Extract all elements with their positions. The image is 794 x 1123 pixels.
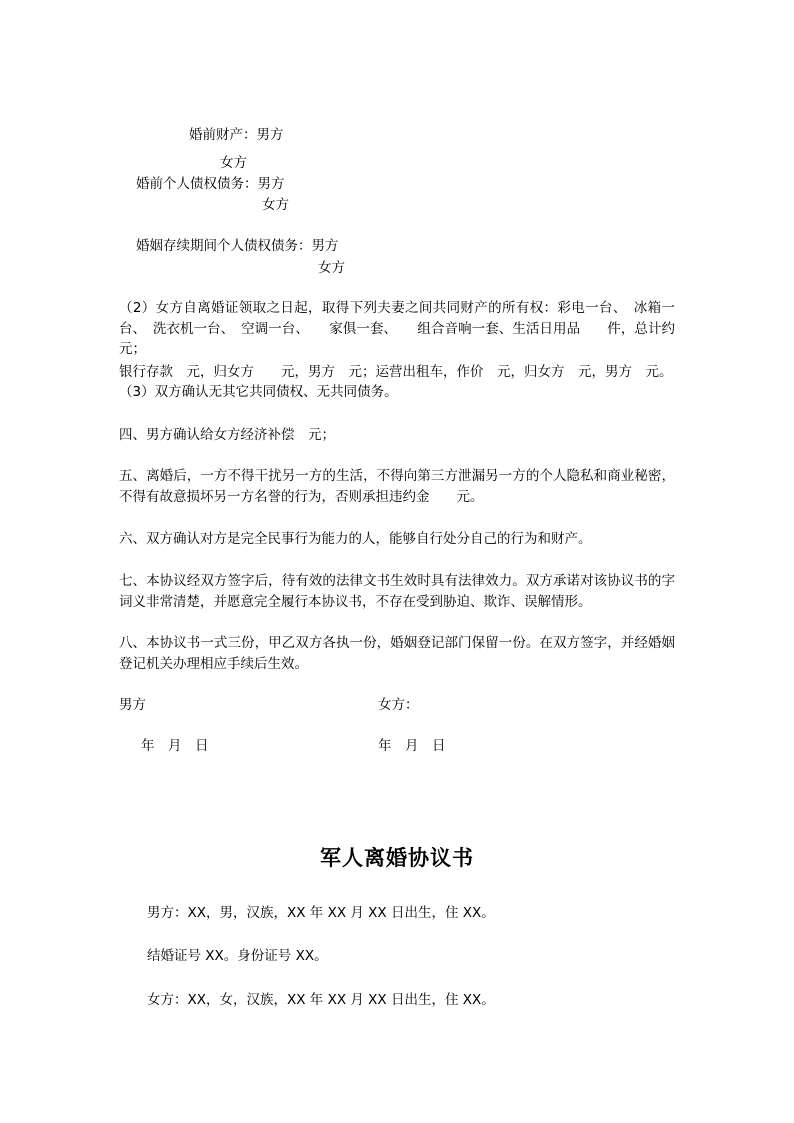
male-party-info: 男方：XX，男，汉族，XX 年 XX 月 XX 日出生，住 XX。 <box>147 905 495 921</box>
clause-four-compensation: 四、男方确认给女方经济补偿 元； <box>119 427 335 443</box>
premarital-debt-label: 婚前个人债权债务：男方 <box>136 176 285 192</box>
premarital-property-female: 女方 <box>220 155 247 171</box>
marriage-debt-label: 婚姻存续期间个人债权债务：男方 <box>136 238 339 254</box>
document-title: 军人离婚协议书 <box>320 845 474 870</box>
clause-seven-effect: 七、本协议经双方签字后，待有效的法律文书生效时具有法律效力。双方承诺对该协议书的字词义非常清楚，并愿意完全履行本协议书，不存在受到胁迫、欺诈、误解情形。 <box>119 573 675 610</box>
clause-2-shared-property: （2）女方自离婚证领取之日起，取得下列夫妻之间共同财产的所有权：彩电一台、 冰箱一台、 洗衣机一台、 空调一台、 家俱一套、 组合音响一套、生活日用品 件，总计约 元； <box>119 300 702 357</box>
female-signature-date: 年 月 日 <box>378 738 446 754</box>
male-signature-date: 年 月 日 <box>141 738 209 754</box>
clause-3-no-debts: （3）双方确认无其它共同债权、无共同债务。 <box>119 384 398 400</box>
clause-eight-copies: 八、本协议书一式三份，甲乙双方各执一份，婚姻登记部门保留一份。在双方签字，并经婚姻登记机关办理相应手续后生效。 <box>119 635 675 672</box>
female-party-info: 女方：XX，女，汉族，XX 年 XX 月 XX 日出生，住 XX。 <box>147 992 495 1008</box>
premarital-debt-female: 女方 <box>262 197 289 213</box>
marriage-debt-female: 女方 <box>318 260 345 276</box>
certificate-info: 结婚证号 XX。身份证号 XX。 <box>147 948 328 964</box>
female-signature-label: 女方： <box>378 697 419 713</box>
premarital-property-label: 婚前财产：男方 <box>189 127 284 143</box>
clause-five-privacy: 五、离婚后，一方不得干扰另一方的生活，不得向第三方泄漏另一方的个人隐私和商业秘密，不得有故意损坏另一方名誉的行为，否则承担违约金 元。 <box>119 468 675 505</box>
male-signature-label: 男方 <box>119 697 146 713</box>
clause-six-capacity: 六、双方确认对方是完全民事行为能力的人，能够自行处分自己的行为和财产。 <box>119 531 592 547</box>
clause-2-deposit-taxi: 银行存款 元，归女方 元，男方 元；运营出租车，作价 元，归女方 元，男方 元。 <box>119 364 673 380</box>
